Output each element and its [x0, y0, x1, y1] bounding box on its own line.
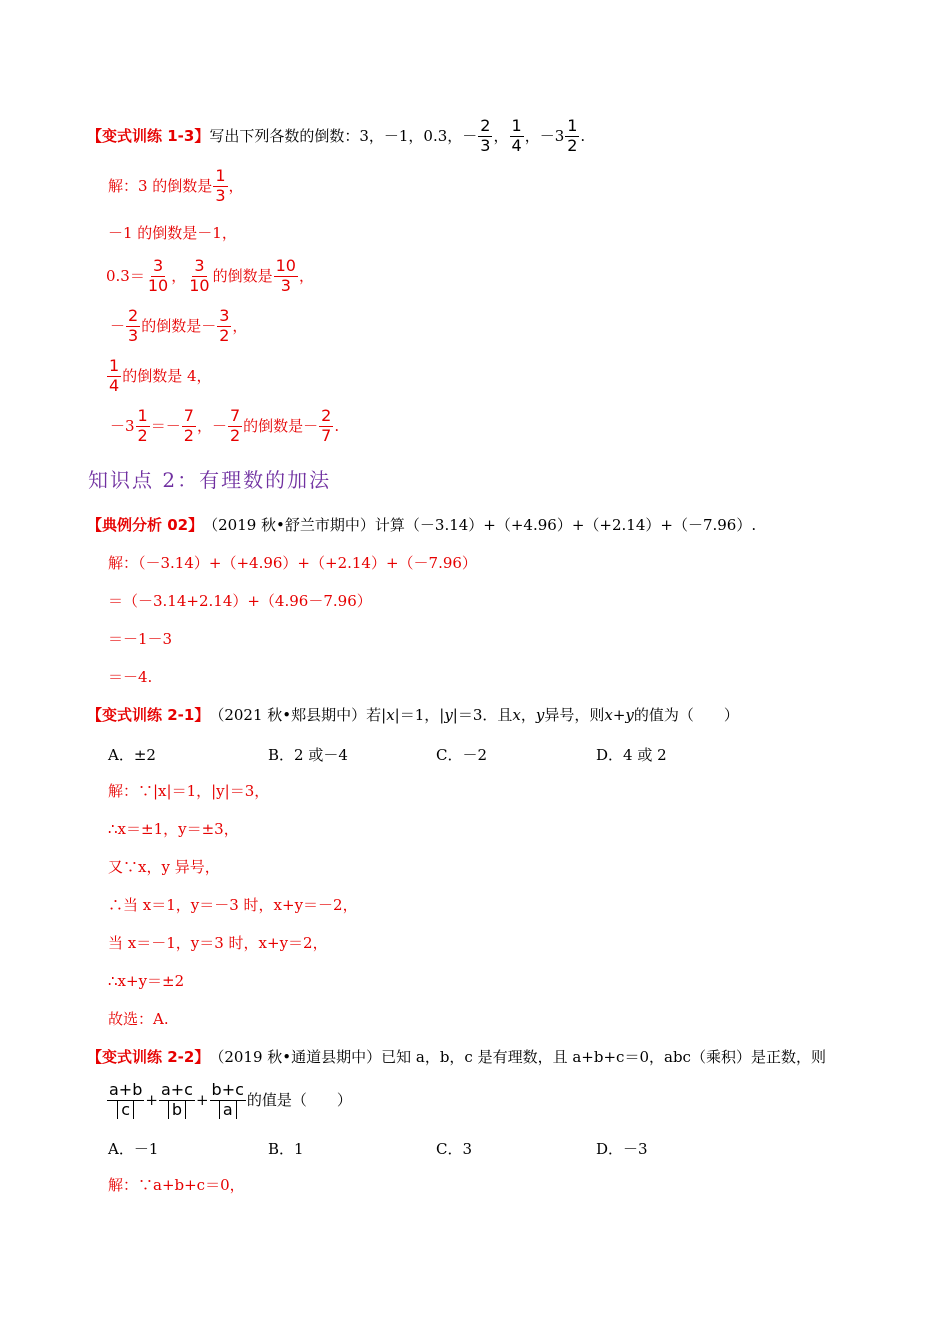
answer-line-4: － $\frac{2}{3}$ 的倒数是－ $\frac{3}{2}$ ， [110, 306, 248, 345]
solution-step: 又∵x，y 异号， [108, 858, 220, 876]
period: . [580, 126, 586, 145]
separator: ， [493, 126, 509, 145]
option-a[interactable]: A．－1 [108, 1139, 159, 1158]
solution-step: ＝（－3.14+2.14）+（4.96－7.96） [108, 592, 372, 610]
exercise-1-3-question [87, 118, 585, 155]
answer-line-6: －3 $\frac{1}{2}$ ＝－ $\frac{7}{2}$ ，－ $\frac{7}{2}$ 的倒数是－ $\frac{2}{7}$ . [110, 406, 340, 445]
options-row [0, 746, 950, 764]
solution-step: 故选：A. [108, 1010, 169, 1028]
fraction: $\frac{1}{2}$ [567, 116, 578, 155]
option-a[interactable]: A．±2 [108, 745, 156, 764]
fraction: $\frac{a+b}{c}$ [109, 1080, 143, 1119]
solution-step: 解：∵|x|＝1，|y|＝3， [108, 782, 270, 800]
fraction: $\frac{a+c}{b}$ [160, 1080, 193, 1119]
solution-step: ∴x+y＝±2 [108, 972, 185, 990]
question-text: 写出下列各数的倒数：3，－1，0.3， [209, 126, 463, 145]
options-row [0, 1140, 950, 1158]
question-text: （2019 秋•通道县期中）已知 a，b，c 是有理数，且 a+b+c＝0，abc（乘积）是正数，则 [209, 1048, 826, 1066]
solution-step: ∴当 x＝1，y＝－3 时，x+y＝－2， [108, 896, 358, 914]
option-c[interactable]: C．3 [436, 1139, 473, 1158]
fraction: $\frac{1}{4}$ [511, 116, 522, 155]
solution-step: 当 x＝－1，y＝3 时，x+y＝2， [108, 934, 328, 952]
minus-sign: － [462, 126, 478, 145]
option-d[interactable]: D．－3 [596, 1139, 648, 1158]
answer-line-2: －1 的倒数是－1， [108, 224, 237, 242]
answer-line-1: 解：3 的倒数是 $\frac{1}{3}$ ， [108, 166, 244, 205]
example-02-question [87, 518, 756, 533]
option-c[interactable]: C．－2 [436, 745, 488, 764]
exercise-tag: 【变式训练 1-3】 [87, 126, 210, 145]
answer-line-5: $\frac{1}{4}$ 的倒数是 4， [109, 356, 212, 395]
exercise-tag: 【变式训练 2-2】 [87, 1048, 210, 1066]
solution-step: ＝－1－3 [108, 630, 173, 648]
solution-step: 解：∵a+b+c＝0， [108, 1176, 245, 1194]
solution-step: ＝－4. [108, 668, 153, 686]
section-heading: 知识点 2：有理数的加法 [88, 468, 332, 492]
option-b[interactable]: B．2 或－4 [268, 745, 348, 764]
answer-line-3: 0.3＝ $\frac{3}{10}$ ， $\frac{3}{10}$ 的倒数是 $\frac{10}{3}$ ， [106, 256, 314, 295]
example-tag: 【典例分析 02】 [87, 516, 204, 534]
expression-line: $\frac{a+b}{c}$ + $\frac{a+c}{b}$ + $\frac{b+c}{a}$ 的值是（ ） [109, 1080, 352, 1119]
fraction: $\frac{b+c}{a}$ [211, 1080, 244, 1119]
fraction: $\frac{2}{3}$ [480, 116, 491, 155]
exercise-2-1-question: 【变式训练 2-1】 （2021 秋•郏县期中）若| x |＝1，| y |＝3．且 x ， y 异号，则 x+y 的值为（ ） [87, 706, 739, 724]
solution-step: ∴x＝±1，y＝±3， [108, 820, 239, 838]
exercise-tag: 【变式训练 2-1】 [87, 706, 210, 724]
question-text: （2019 秋•舒兰市期中）计算（－3.14）+（+4.96）+（+2.14）+（－7.96）. [203, 516, 757, 534]
option-b[interactable]: B．1 [268, 1139, 304, 1158]
exercise-2-2-question [87, 1050, 826, 1065]
solution-step: 解：（－3.14）+（+4.96）+（+2.14）+（－7.96） [108, 554, 477, 572]
separator: ，－3 [524, 126, 565, 145]
option-d[interactable]: D．4 或 2 [596, 745, 667, 764]
